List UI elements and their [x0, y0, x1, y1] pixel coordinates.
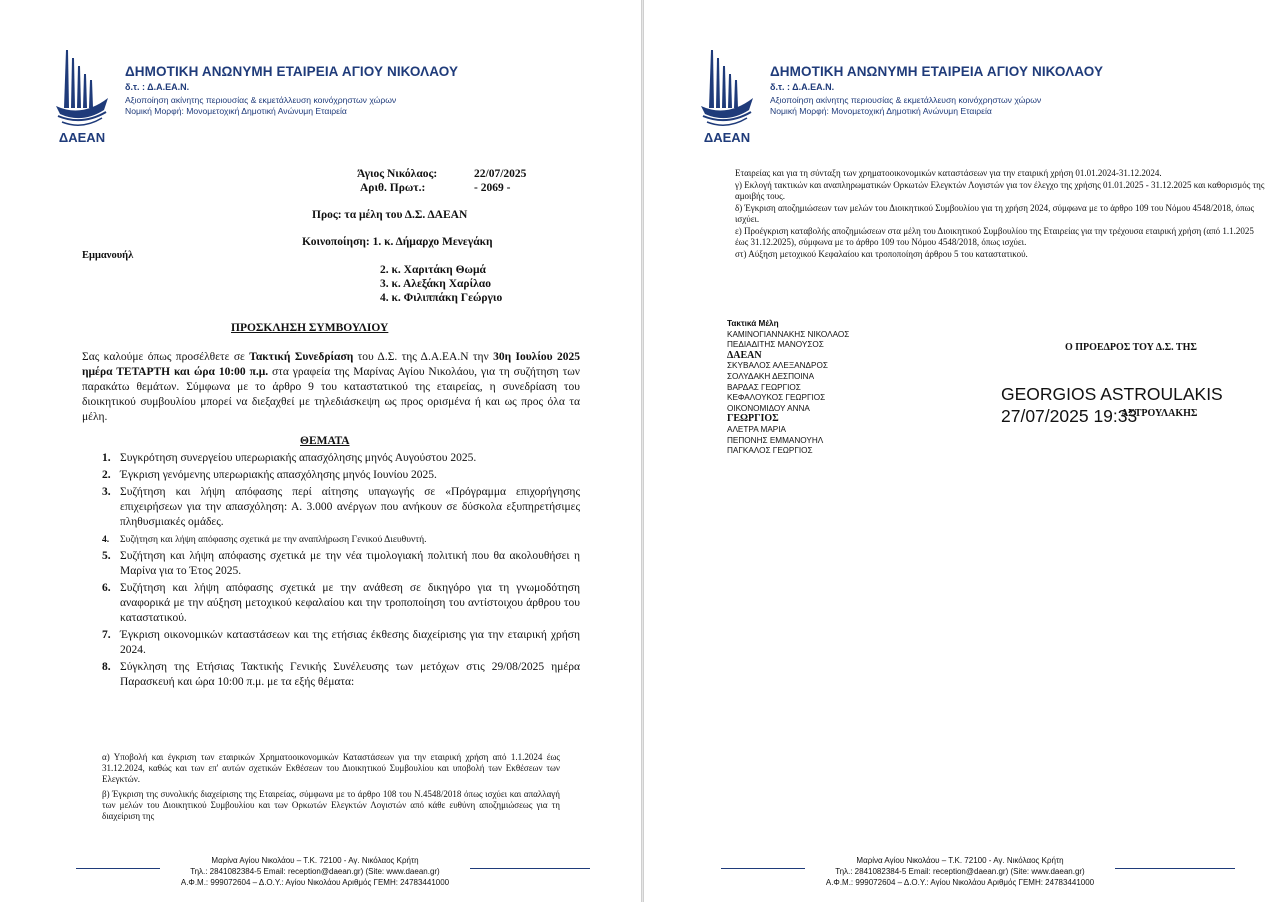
- member-item: ΣΟΛΥΔΑΚΗ ΔΕΣΠΟΙΝΑ: [727, 371, 815, 381]
- daean-logo-icon: [52, 46, 112, 146]
- intro-text-2: του Δ.Σ. της Δ.Α.ΕΑ.Ν την: [353, 351, 494, 363]
- invitation-body: [82, 350, 580, 425]
- member-item: ΔΑΕΑΝ: [727, 349, 762, 361]
- place-date-label: Άγιος Νικόλαος:: [357, 168, 438, 180]
- org-title: ΔΗΜΟΤΙΚΗ ΑΝΩΝΥΜΗ ΕΤΑΙΡΕΙΑ ΑΓΙΟΥ ΝΙΚΟΛΑΟΥ: [770, 64, 1104, 79]
- agm-subtopic-b-cont: Εταιρείας και για τη σύνταξη των χρηματοοικονομικών καταστάσεων για την εταιρική χρήση 01.01.2024-31.12.2024.: [735, 168, 1162, 178]
- agm-subtopic-g: γ) Εκλογή τακτικών και αναπληρωματικών Ορκωτών Ελεγκτών Λογιστών για τον έλεγχο της χρήσης 01.01.2025 - 31.12.2025 και καθορισμός της αμοιβής τους.: [735, 179, 1265, 201]
- topic-item: [102, 628, 580, 658]
- topic-item: [102, 532, 580, 547]
- topic-number: 1.: [102, 452, 111, 464]
- topic-item: [102, 451, 580, 466]
- member-item: ΒΑΡΔΑΣ ΓΕΩΡΓΙΟΣ: [727, 382, 801, 392]
- topic-number: 5.: [102, 550, 111, 562]
- topic-item: [102, 660, 580, 690]
- document-page-2: [645, 0, 1283, 902]
- agm-topics-continued: [735, 168, 1265, 260]
- topic-number: 4.: [102, 534, 110, 545]
- members-title: Τακτικά Μέλη: [727, 319, 779, 328]
- member-item: ΣΚΥΒΑΛΟΣ ΑΛΕΞΑΝΔΡΟΣ: [727, 361, 828, 371]
- invitation-title: ΠΡΟΣΚΛΗΣΗ ΣΥΜΒΟΥΛΙΟΥ: [231, 322, 389, 334]
- member-item: ΚΕΦΑΛΟΥΚΟΣ ΓΕΩΡΓΙΟΣ: [727, 393, 826, 403]
- topic-number: 2.: [102, 469, 111, 481]
- president-name: ΑΣΤΡΟΥΛΑΚΗΣ: [1121, 408, 1198, 419]
- intro-meeting-datetime: 30η Ιουλίου 2025 ημέρα ΤΕΤΑΡΤΗ και ώρα 10:00 π.μ.: [82, 351, 580, 378]
- agm-subtopic-a: α) Υποβολή και έγκριση των εταιρικών Χρηματοοικονομικών Καταστάσεων για την εταιρική χρήση από 1.1.2024 έως 31.12.2024, καθώς και των επ' αυτών σχετικών Εκθέσεων του Διοικητικού Συμβουλίου και υποβολή των Εκθέσεων των Ελεγκτών.: [102, 752, 560, 784]
- topic-item: [102, 549, 580, 579]
- org-title: ΔΗΜΟΤΙΚΗ ΑΝΩΝΥΜΗ ΕΤΑΙΡΕΙΑ ΑΓΙΟΥ ΝΙΚΟΛΑΟΥ: [125, 64, 459, 79]
- footer-tax-info: Α.Φ.Μ.: 999072604 – Δ.Ο.Υ.: Αγίου Νικολάου Αριθμός ΓΕΜΗ: 24783441000: [180, 878, 450, 887]
- cc-line: Κοινοποίηση: 1. κ. Δήμαρχο Μενεγάκη: [302, 236, 493, 248]
- org-short-name: δ.τ. : Δ.Α.ΕΑ.Ν.: [125, 82, 190, 92]
- org-legal-form: Νομική Μορφή: Μονομετοχική Δημοτική Ανώνυμη Εταιρεία: [770, 106, 992, 116]
- member-item: ΠΑΓΚΑΛΟΣ ΓΕΩΡΓΙΟΣ: [727, 446, 813, 456]
- footer-tax-info: Α.Φ.Μ.: 999072604 – Δ.Ο.Υ.: Αγίου Νικολάου Αριθμός ΓΕΜΗ: 24783441000: [825, 878, 1095, 887]
- logo-text: ΔΑΕΑΝ: [703, 130, 751, 145]
- member-item: ΠΕΠΟΝΗΣ ΕΜΜΑΝΟΥΗΛ: [727, 435, 824, 445]
- members-container: [727, 330, 849, 457]
- digital-signature: [1001, 383, 1223, 427]
- footer-address: Μαρίνα Αγίου Νικολάου – Τ.Κ. 72100 - Αγ. Νικόλαος Κρήτη: [211, 856, 419, 865]
- board-members-list: [727, 319, 849, 457]
- intro-text-1: Σας καλούμε όπως προσέλθετε σε: [82, 351, 250, 363]
- signature-datetime: 27/07/2025 19:33: [1001, 406, 1138, 426]
- agm-subtopic-e: ε) Προέγκριση καταβολής αποζημιώσεων στα μέλη του Διοικητικού Συμβουλίου της Εταιρείας για την τρέχουσα εταιρική χρήση (από 1.1.2025 έως 31.12.2025), σύμφωνα με το άρθρο 109 του Νόμου 4548/2018, όπως ισχύει.: [735, 225, 1254, 247]
- protocol-value: - 2069 -: [474, 182, 511, 194]
- topics-title: ΘΕΜΑΤΑ: [300, 435, 350, 447]
- cc-item-3: 3. κ. Αλεξάκη Χαρίλαο: [380, 278, 491, 290]
- topic-number: 8.: [102, 661, 111, 673]
- org-activity: Αξιοποίηση ακίνητης περιουσίας & εκμετάλλευση κοινόχρηστων χώρων: [770, 95, 1042, 105]
- daean-logo-icon: [697, 46, 757, 146]
- footer-address: Μαρίνα Αγίου Νικολάου – Τ.Κ. 72100 - Αγ. Νικόλαος Κρήτη: [856, 856, 1064, 865]
- intro-text-3: στα γραφεία της Μαρίνας Αγίου Νικολάου, για τη συζήτηση των παρακάτω θεμάτων. Σύμφωνα με το άρθρο 9 του καταστατικού της εταιρείας, η συνεδρίαση του διοικητικού συμβουλίου μπορεί να διεξαχθεί με τηλεδιάσκεψη ως προς ορισμένα ή και ως προς όλα τα μέλη.: [82, 366, 580, 423]
- president-title: Ο ΠΡΟΕΔΡΟΣ ΤΟΥ Δ.Σ. ΤΗΣ: [1065, 342, 1197, 353]
- agm-subtopic-d: δ) Έγκριση αποζημιώσεων των μελών του Διοικητικού Συμβουλίου για τη χρήση 2024, σύμφωνα με το άρθρο 109 του Νόμου 4548/2018, όπως ισχύει.: [735, 202, 1255, 224]
- topic-text: Συζήτηση και λήψη απόφασης σχετικά με την νέα τιμολογιακή πολιτική που θα ακολουθήσει η Μαρίνα για το Έτος 2025.: [120, 550, 580, 577]
- topic-text: Συζήτηση και λήψη απόφασης περί αίτησης υπαγωγής σε «Πρόγραμμα επιχορήγησης επιχειρήσεων για την απασχόληση: Α. 3.000 ανέργων που ανήκουν σε δύσκολα εξυπηρετήσιμες πληθυσμιακές ομάδες.: [120, 486, 580, 528]
- org-legal-form: Νομική Μορφή: Μονομετοχική Δημοτική Ανώνυμη Εταιρεία: [125, 106, 347, 116]
- topic-text: Συγκρότηση συνεργείου υπερωριακής απασχόλησης μηνός Αυγούστου 2025.: [120, 452, 477, 464]
- signature-name: GEORGIOS ASTROULAKIS: [1001, 384, 1223, 404]
- member-item: ΓΕΩΡΓΙΟΣ: [727, 413, 779, 425]
- topic-number: 7.: [102, 629, 111, 641]
- member-item: ΟΙΚΟΝΟΜΙΔΟΥ ΑΝΝΑ: [727, 403, 810, 413]
- topic-item: [102, 485, 580, 530]
- place-date-value: 22/07/2025: [474, 168, 527, 180]
- topic-number: 6.: [102, 582, 111, 594]
- member-item: ΠΕΔΙΑΔΙΤΗΣ ΜΑΝΟΥΣΟΣ: [727, 340, 824, 350]
- document-page-1: [0, 0, 640, 902]
- cc-name-continuation: Εμμανουήλ: [82, 250, 134, 261]
- member-item: ΚΑΜΙΝΟΓΙΑΝΝΑΚΗΣ ΝΙΚΟΛΑΟΣ: [727, 329, 850, 339]
- agm-subtopic-b: β) Έγκριση της συνολικής διαχείρισης της Εταιρείας, σύμφωνα με το άρθρο 108 του Ν.4548/2018 όπως ισχύει και απαλλαγή των μελών του Διοικητικού Συμβουλίου και των Ορκωτών Ελεγκτών Λογιστών από κάθε ευθύνη αποζημιώσεως για τη διαχείριση της: [102, 789, 560, 821]
- topic-text: Έγκριση οικονομικών καταστάσεων και της ετήσιας έκθεσης διαχείρισης για την εταιρική χρήση 2024.: [120, 629, 580, 656]
- topic-item: [102, 581, 580, 626]
- logo-text: ΔΑΕΑΝ: [58, 130, 106, 145]
- member-item: ΑΛΕΤΡΑ ΜΑΡΙΑ: [727, 424, 787, 434]
- footer-contact: Τηλ.: 2841082384-5 Email: reception@daean.gr) (Site: www.daean.gr): [835, 867, 1085, 876]
- protocol-label: Αριθ. Πρωτ.:: [360, 182, 426, 194]
- org-activity: Αξιοποίηση ακίνητης περιουσίας & εκμετάλλευση κοινόχρηστων χώρων: [125, 95, 397, 105]
- footer: [775, 855, 1145, 888]
- footer: [130, 855, 500, 888]
- footer-contact: Τηλ.: 2841082384-5 Email: reception@daean.gr) (Site: www.daean.gr): [190, 867, 440, 876]
- topic-text: Σύγκληση της Ετήσιας Τακτικής Γενικής Συνέλευσης των μετόχων στις 29/08/2025 ημέρα Παρασκευή και ώρα 10:00 π.μ. με τα εξής θέματα:: [120, 661, 580, 688]
- cc-item-4: 4. κ. Φιλιππάκη Γεώργιο: [380, 292, 503, 304]
- cc-item-2: 2. κ. Χαριτάκη Θωμά: [380, 264, 486, 276]
- topic-item: [102, 468, 580, 483]
- topic-number: 3.: [102, 486, 111, 498]
- agm-subtopic-st: στ) Αύξηση μετοχικού Κεφαλαίου και τροποποίηση άρθρου 5 του καταστατικού.: [735, 248, 1028, 259]
- page-separator: [641, 0, 644, 902]
- recipients: Προς: τα μέλη του Δ.Σ. ΔΑΕΑΝ: [312, 209, 468, 221]
- topic-text: Συζήτηση και λήψη απόφασης σχετικά με την ανάθεση σε δικηγόρο για τη γνωμοδότηση αναφορικά με την αύξηση μετοχικού κεφαλαίου και την τροποποίηση του αντίστοιχου άρθρου του καταστατικού.: [120, 582, 580, 624]
- topic-text: Έγκριση γενόμενης υπερωριακής απασχόλησης μηνός Ιουνίου 2025.: [120, 469, 437, 481]
- org-short-name: δ.τ. : Δ.Α.ΕΑ.Ν.: [770, 82, 835, 92]
- topic-text: Συζήτηση και λήψη απόφασης σχετικά με την αναπλήρωση Γενικού Διευθυντή.: [120, 534, 427, 545]
- topics-list: [102, 451, 580, 692]
- intro-meeting-type: Τακτική Συνεδρίαση: [249, 351, 354, 363]
